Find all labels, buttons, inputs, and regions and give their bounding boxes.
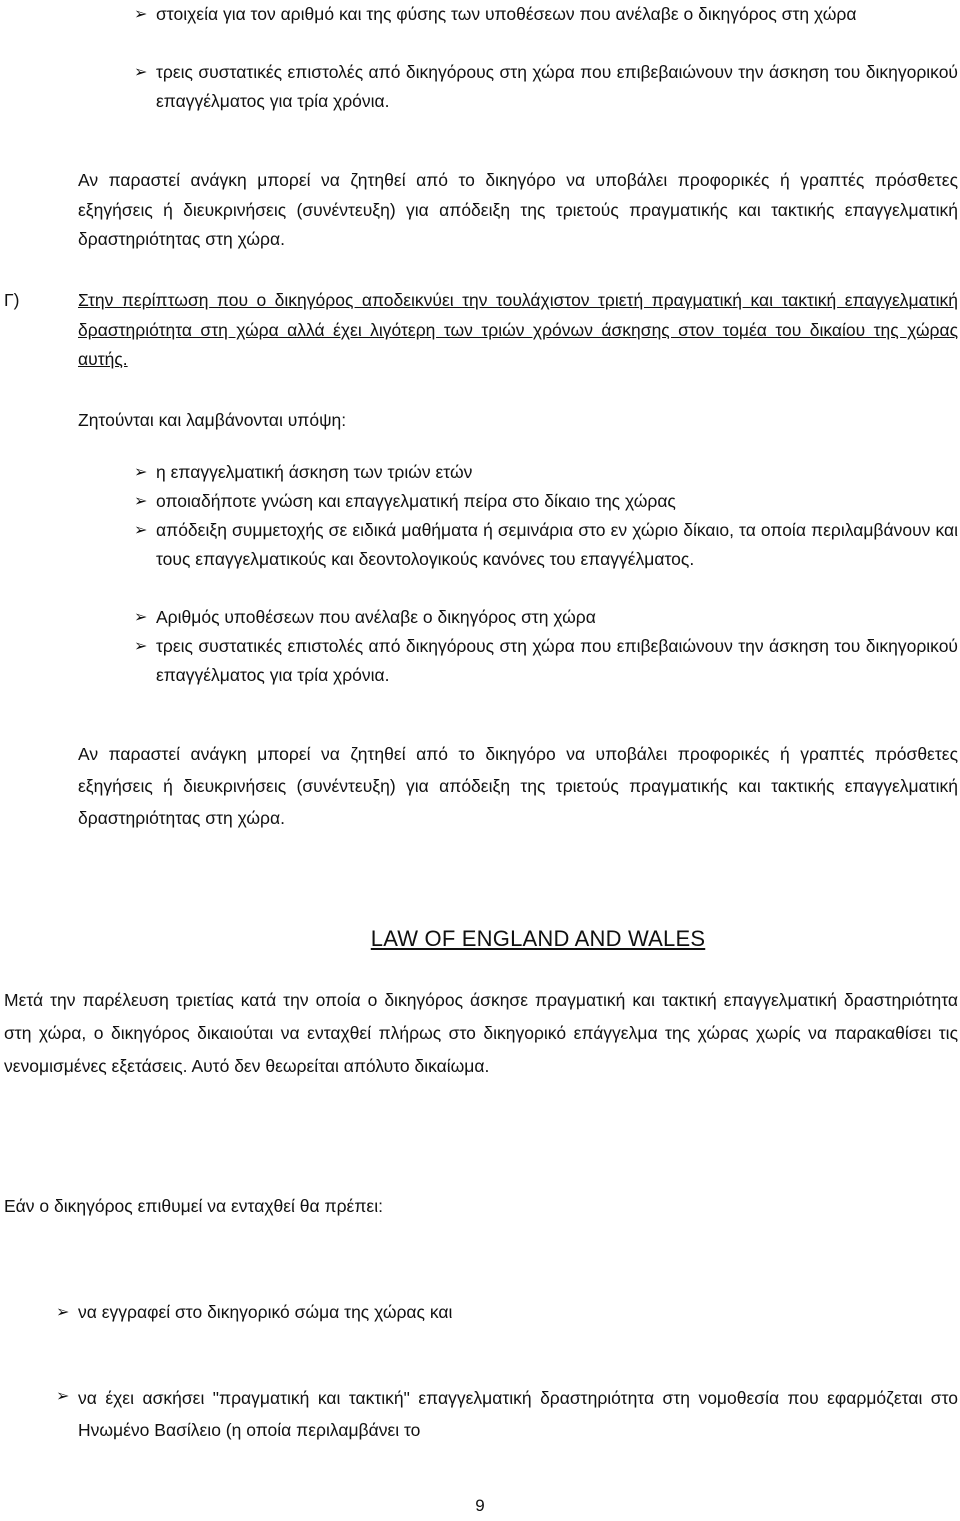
arrow-bullet-icon: ➢ <box>56 1388 70 1405</box>
list-item <box>134 487 958 516</box>
list-item <box>134 458 958 487</box>
arrow-bullet-icon: ➢ <box>134 638 148 655</box>
list-item-text: η επαγγελματική άσκηση των τριών ετών <box>156 462 473 482</box>
section-text: Στην περίπτωση που ο δικηγόρος αποδεικνύει την τουλάχιστον τριετή πραγματική και τακτική επαγγελματική δραστηριότητα στη χώρα αλλά έχει λιγότερη των τριών χρόνων άσκησης στον τομέα του δικαίου της χώρας αυτής. <box>78 290 958 369</box>
list-item <box>56 1382 958 1446</box>
list-item <box>134 603 958 632</box>
list-item-text: τρεις συστατικές επιστολές από δικηγόρους στη χώρα που επιβεβαιώνουν την άσκηση του δικηγορικού επαγγέλματος για τρία χρόνια. <box>156 636 958 685</box>
list-item-text: απόδειξη συμμετοχής σε ειδικά μαθήματα ή σεμινάρια στο εν χώριο δίκαιο, τα οποία περιλαμβάνουν και τους επαγγελματικούς και δεοντολογικούς κανόνες του επαγγέλματος. <box>156 520 958 569</box>
list-item <box>134 58 958 116</box>
list-item-text: να έχει ασκήσει "πραγματική και τακτική" επαγγελματική δραστηριότητα στη νομοθεσία που εφαρμόζεται στο Ηνωμένο Βασίλειο (η οποία περιλαμβάνει το <box>78 1388 958 1440</box>
arrow-bullet-icon: ➢ <box>134 609 148 626</box>
list-item <box>134 516 958 574</box>
list-item-text: τρεις συστατικές επιστολές από δικηγόρους στη χώρα που επιβεβαιώνουν την άσκηση του δικηγορικού επαγγέλματος για τρία χρόνια. <box>156 62 958 111</box>
list-item <box>56 1298 958 1327</box>
paragraph: Αν παραστεί ανάγκη μπορεί να ζητηθεί από το δικηγόρο να υποβάλει προφορικές ή γραπτές πρόσθετες εξηγήσεις ή διευκρινήσεις (συνέντευξη) για απόδειξη της τριετούς πραγματικής και τακτικής επαγγελματική δραστηριότητας στη χώρα. <box>78 170 958 249</box>
list-item <box>134 632 958 690</box>
list-item-text: στοιχεία για τον αριθμό και της φύσης των υποθέσεων που ανέλαβε ο δικηγόρος στη χώρα <box>156 4 857 24</box>
section-marker: Γ) <box>4 290 20 310</box>
paragraph: Αν παραστεί ανάγκη μπορεί να ζητηθεί από το δικηγόρο να υποβάλει προφορικές ή γραπτές πρόσθετες εξηγήσεις ή διευκρινήσεις (συνέντευξη) για απόδειξη της τριετούς πραγματικής και τακτικής επαγγελματική δραστηριότητας στη χώρα. <box>78 744 958 828</box>
arrow-bullet-icon: ➢ <box>134 493 148 510</box>
list-item-text: να εγγραφεί στο δικηγορικό σώμα της χώρας και <box>78 1302 453 1322</box>
page-number: 9 <box>475 1496 485 1515</box>
list-item-text: Αριθμός υποθέσεων που ανέλαβε ο δικηγόρος στη χώρα <box>156 607 596 627</box>
requested-label: Ζητούνται και λαμβάνονται υπόψη: <box>78 410 347 430</box>
arrow-bullet-icon: ➢ <box>134 522 148 539</box>
wish-label: Εάν ο δικηγόρος επιθυμεί να ενταχθεί θα πρέπει: <box>4 1196 383 1216</box>
list-item-text: οποιαδήποτε γνώση και επαγγελματική πείρα στο δίκαιο της χώρας <box>156 491 676 511</box>
list-item <box>134 0 958 29</box>
arrow-bullet-icon: ➢ <box>134 6 148 23</box>
section-heading: LAW OF ENGLAND AND WALES <box>370 926 706 951</box>
arrow-bullet-icon: ➢ <box>134 64 148 81</box>
paragraph: Μετά την παρέλευση τριετίας κατά την οποία ο δικηγόρος άσκησε πραγματική και τακτική επαγγελματική δραστηριότητα στη χώρα, ο δικηγόρος δικαιούται να ενταχθεί πλήρως στο δικηγορικό επάγγελμα της χώρας χωρίς να παρακαθίσει τις νενομισμένες εξετάσεις. Αυτό δεν θεωρείται απόλυτο δικαίωμα. <box>4 990 958 1076</box>
arrow-bullet-icon: ➢ <box>56 1304 70 1321</box>
arrow-bullet-icon: ➢ <box>134 464 148 481</box>
